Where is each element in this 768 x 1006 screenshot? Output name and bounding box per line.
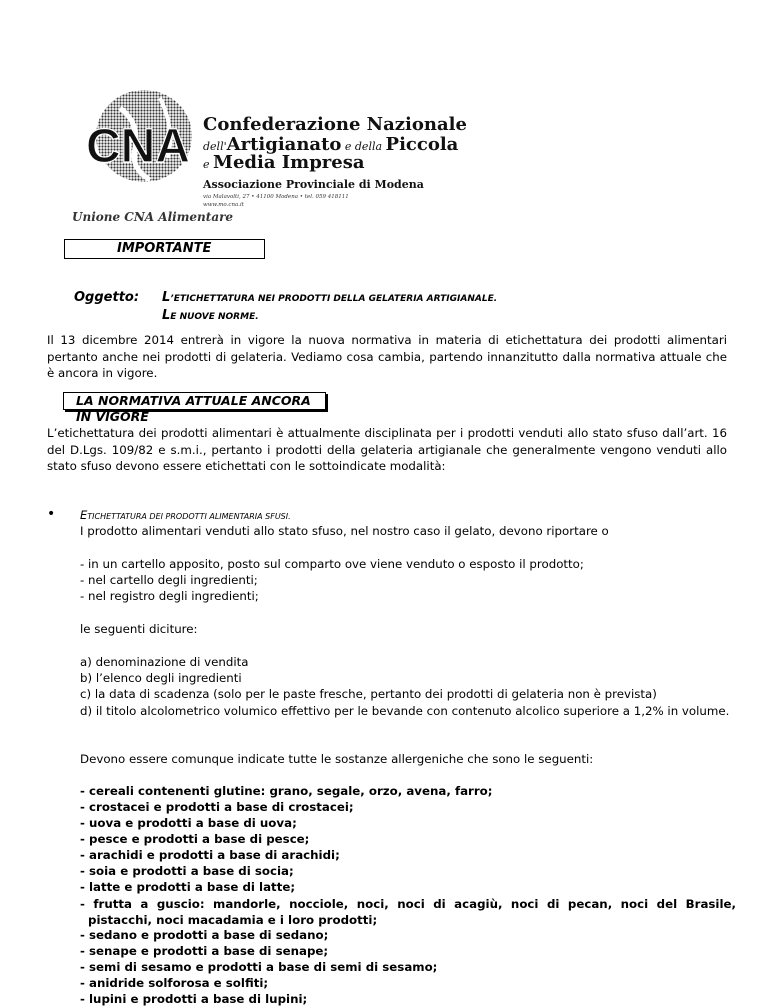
cna-logo: [80, 88, 200, 188]
org-name-line3: e Media Impresa: [203, 152, 365, 173]
mention-item: d) il titolo alcolometrico volumico effettivo per le bevande con contenuto alcolico superiore a 1,2% in volume.: [80, 704, 730, 718]
org-association: Associazione Provinciale di Modena: [203, 178, 424, 191]
logo-letters: CNA: [86, 120, 190, 173]
allergen-item: - senape e prodotti a base di senape;: [80, 944, 329, 958]
place-item: - nel registro degli ingredienti;: [80, 589, 259, 603]
org-name-line2: dell'Artigianato e della Piccola: [203, 134, 459, 155]
bullet-icon: •: [47, 506, 56, 522]
allergen-intro: Devono essere comunque indicate tutte le sostanze allergeniche che sono le seguenti:: [80, 752, 594, 766]
notice-box: IMPORTANTE: [64, 239, 265, 259]
mention-item: a) denominazione di vendita: [80, 655, 249, 669]
union-name: Unione CNA Alimentare: [72, 210, 234, 224]
allergen-item: - soia e prodotti a base di socia;: [80, 864, 294, 878]
section-paragraph: L’etichettatura dei prodotti alimentari è attualmente disciplinata per i prodotti venduti allo stato sfuso dall’art. 16 del D.Lgs. 109/82 e s.m.i., pertanto i prodotti della gelateria artigianale che generalmente vengono venduti allo stato sfuso devono essere etichettati con le sottoindicate modalità:: [47, 426, 727, 473]
allergen-item: - cereali contenenti glutine: grano, segale, orzo, avena, farro;: [80, 784, 493, 798]
org-address: via Malavolti, 27 • 41100 Modena • tel. 059 418111: [203, 194, 349, 200]
allergen-item: - latte e prodotti a base di latte;: [80, 880, 296, 894]
allergen-item: - pesce e prodotti a base di pesce;: [80, 832, 310, 846]
allergen-item: - arachidi e prodotti a base di arachidi;: [80, 848, 340, 862]
allergen-item: - lupini e prodotti a base di lupini;: [80, 992, 308, 1006]
allergen-item: - sedano e prodotti a base di sedano;: [80, 928, 329, 942]
bullet-title: ETICHETTATURA DEI PRODOTTI ALIMENTARIA SFUSI.: [80, 508, 291, 522]
subject-label: Oggetto:: [74, 290, 140, 305]
allergen-item: - uova e prodotti a base di uova;: [80, 816, 297, 830]
mention-item: b) l’elenco degli ingredienti: [80, 671, 242, 685]
subject-line1: L’ETICHETTATURA NEI PRODOTTI DELLA GELATERIA ARTIGIANALE.: [162, 290, 498, 305]
place-item: - nel cartello degli ingredienti;: [80, 573, 258, 587]
intro-paragraph: Il 13 dicembre 2014 entrerà in vigore la nuova normativa in materia di etichettatura dei prodotti alimentari pertanto anche nei prodotti di gelateria. Vediamo cosa cambia, partendo innanzitutto dalla normativa attuale che è ancora in vigore.: [47, 333, 727, 380]
following-text: le seguenti diciture:: [80, 622, 198, 636]
subject-line2: LE NUOVE NORME.: [162, 308, 259, 323]
allergen-item: - semi di sesamo e prodotti a base di semi di sesamo;: [80, 960, 438, 974]
allergen-item: - crostacei e prodotti a base di crostacei;: [80, 800, 354, 814]
mention-item: c) la data di scadenza (solo per le paste fresche, pertanto dei prodotti di gelateria non è prevista): [80, 687, 657, 701]
section-title: LA NORMATIVA ATTUALE ANCORA IN VIGORE: [63, 392, 326, 410]
bullet-text: I prodotto alimentari venduti allo stato sfuso, nel nostro caso il gelato, devono riportare o: [80, 524, 609, 538]
org-website: www.mo.cna.it: [203, 202, 245, 208]
allergen-item: - anidride solforosa e solfiti;: [80, 976, 269, 990]
org-name-line1: Confederazione Nazionale: [203, 114, 467, 135]
place-item: - in un cartello apposito, posto sul comparto ove viene venduto o esposto il prodotto;: [80, 557, 584, 571]
allergen-item: - frutta a guscio: mandorle, nocciole, noci, noci di acagiù, noci di pecan, noci del Brasile, pistacchi, noci macadamia e i loro prodotti;: [80, 897, 736, 927]
